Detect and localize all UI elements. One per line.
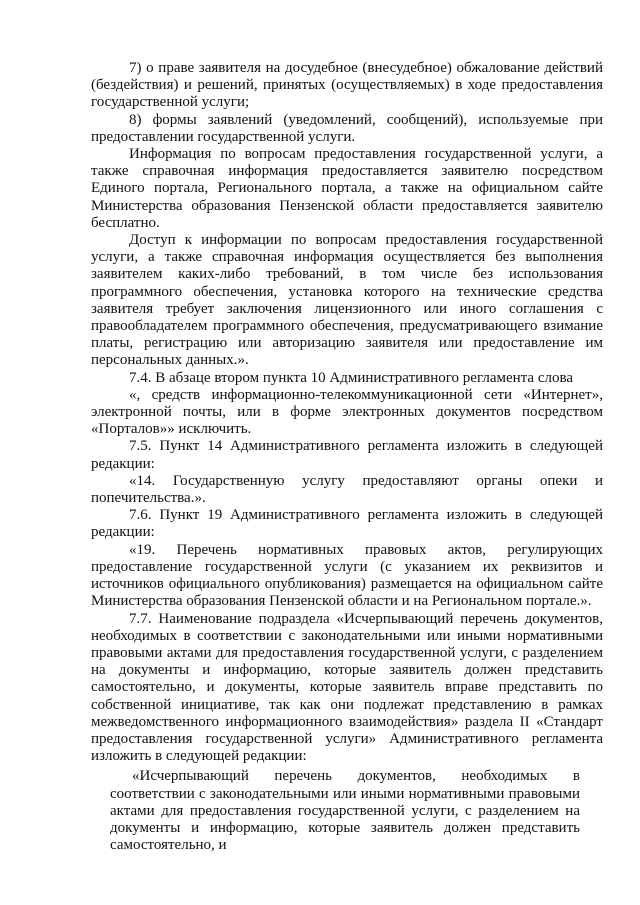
paragraph-7-4-quoted-words: «, средств информационно-телекоммуникационной сети «Интернет», электронной почты, или в форме электронных документов посредством «Порталов»» исключить. xyxy=(91,386,603,438)
paragraph-7-5-quote: «14. Государственную услугу предоставляют органы опеки и попечительства.». xyxy=(91,472,603,507)
document-page xyxy=(91,60,603,854)
paragraph-7-6-quote: «19. Перечень нормативных правовых актов, регулирующих предоставление государственной услуги (с указанием их реквизитов и источников официального опубликования) размещается на официальном сайте Министерства образования Пензенской области и на Региональном портале.». xyxy=(91,541,603,610)
paragraph-information-access: Доступ к информации по вопросам предоставления государственной услуги, а также справочная информация осуществляется без выполнения заявителем каких-либо требований, в том числе без использования программного обеспечения, установка которого на технические средства заявителя требует заключения лицензионного или иного соглашения с правообладателем программного обеспечения, предусматривающего взимание платы, регистрацию или авторизацию заявителя или предоставление им персональных данных.». xyxy=(91,232,603,369)
paragraph-7-7: 7.7. Наименование подраздела «Исчерпывающий перечень документов, необходимых в соответствии с законодательными или иными нормативными правовыми актами для предоставления государственной услуги, с разделением на документы и информацию, которые заявитель должен представить самостоятельно, и документы, которые заявитель вправе представить по собственной инициативе, так как они подлежат представлению в рамках межведомственного информационного взаимодействия» раздела II «Стандарт предоставления государственной услуги» Административного регламента изложить в следующей редакции: xyxy=(91,610,603,765)
paragraph-7-4: 7.4. В абзаце втором пункта 10 Административного регламента слова xyxy=(129,369,574,386)
paragraph-item-8: 8) формы заявлений (уведомлений, сообщений), используемые при предоставлении государственной услуги. xyxy=(91,111,603,145)
paragraph-information-provision: Информация по вопросам предоставления государственной услуги, а также справочная информация предоставляется заявителю посредством Единого портала, Регионального портала, а также на официальном сайте Министерства образования Пензенской области предоставляется заявителю бесплатно. xyxy=(91,146,603,231)
paragraph-7-5: 7.5. Пункт 14 Административного регламента изложить в следующей редакции: xyxy=(91,438,603,472)
subsection-title-quote: «Исчерпывающий перечень документов, необходимых в соответствии с законодательными или иными нормативными правовыми актами для предоставления государственной услуги, с разделением на документы и информацию, которые заявитель должен представить самостоятельно, и xyxy=(110,768,580,854)
paragraph-7-6: 7.6. Пункт 19 Административного регламента изложить в следующей редакции: xyxy=(91,507,603,541)
paragraph-item-7: 7) о праве заявителя на досудебное (внесудебное) обжалование действий (бездействия) и решений, принятых (осуществляемых) в ходе предоставления государственной услуги; xyxy=(91,60,603,111)
